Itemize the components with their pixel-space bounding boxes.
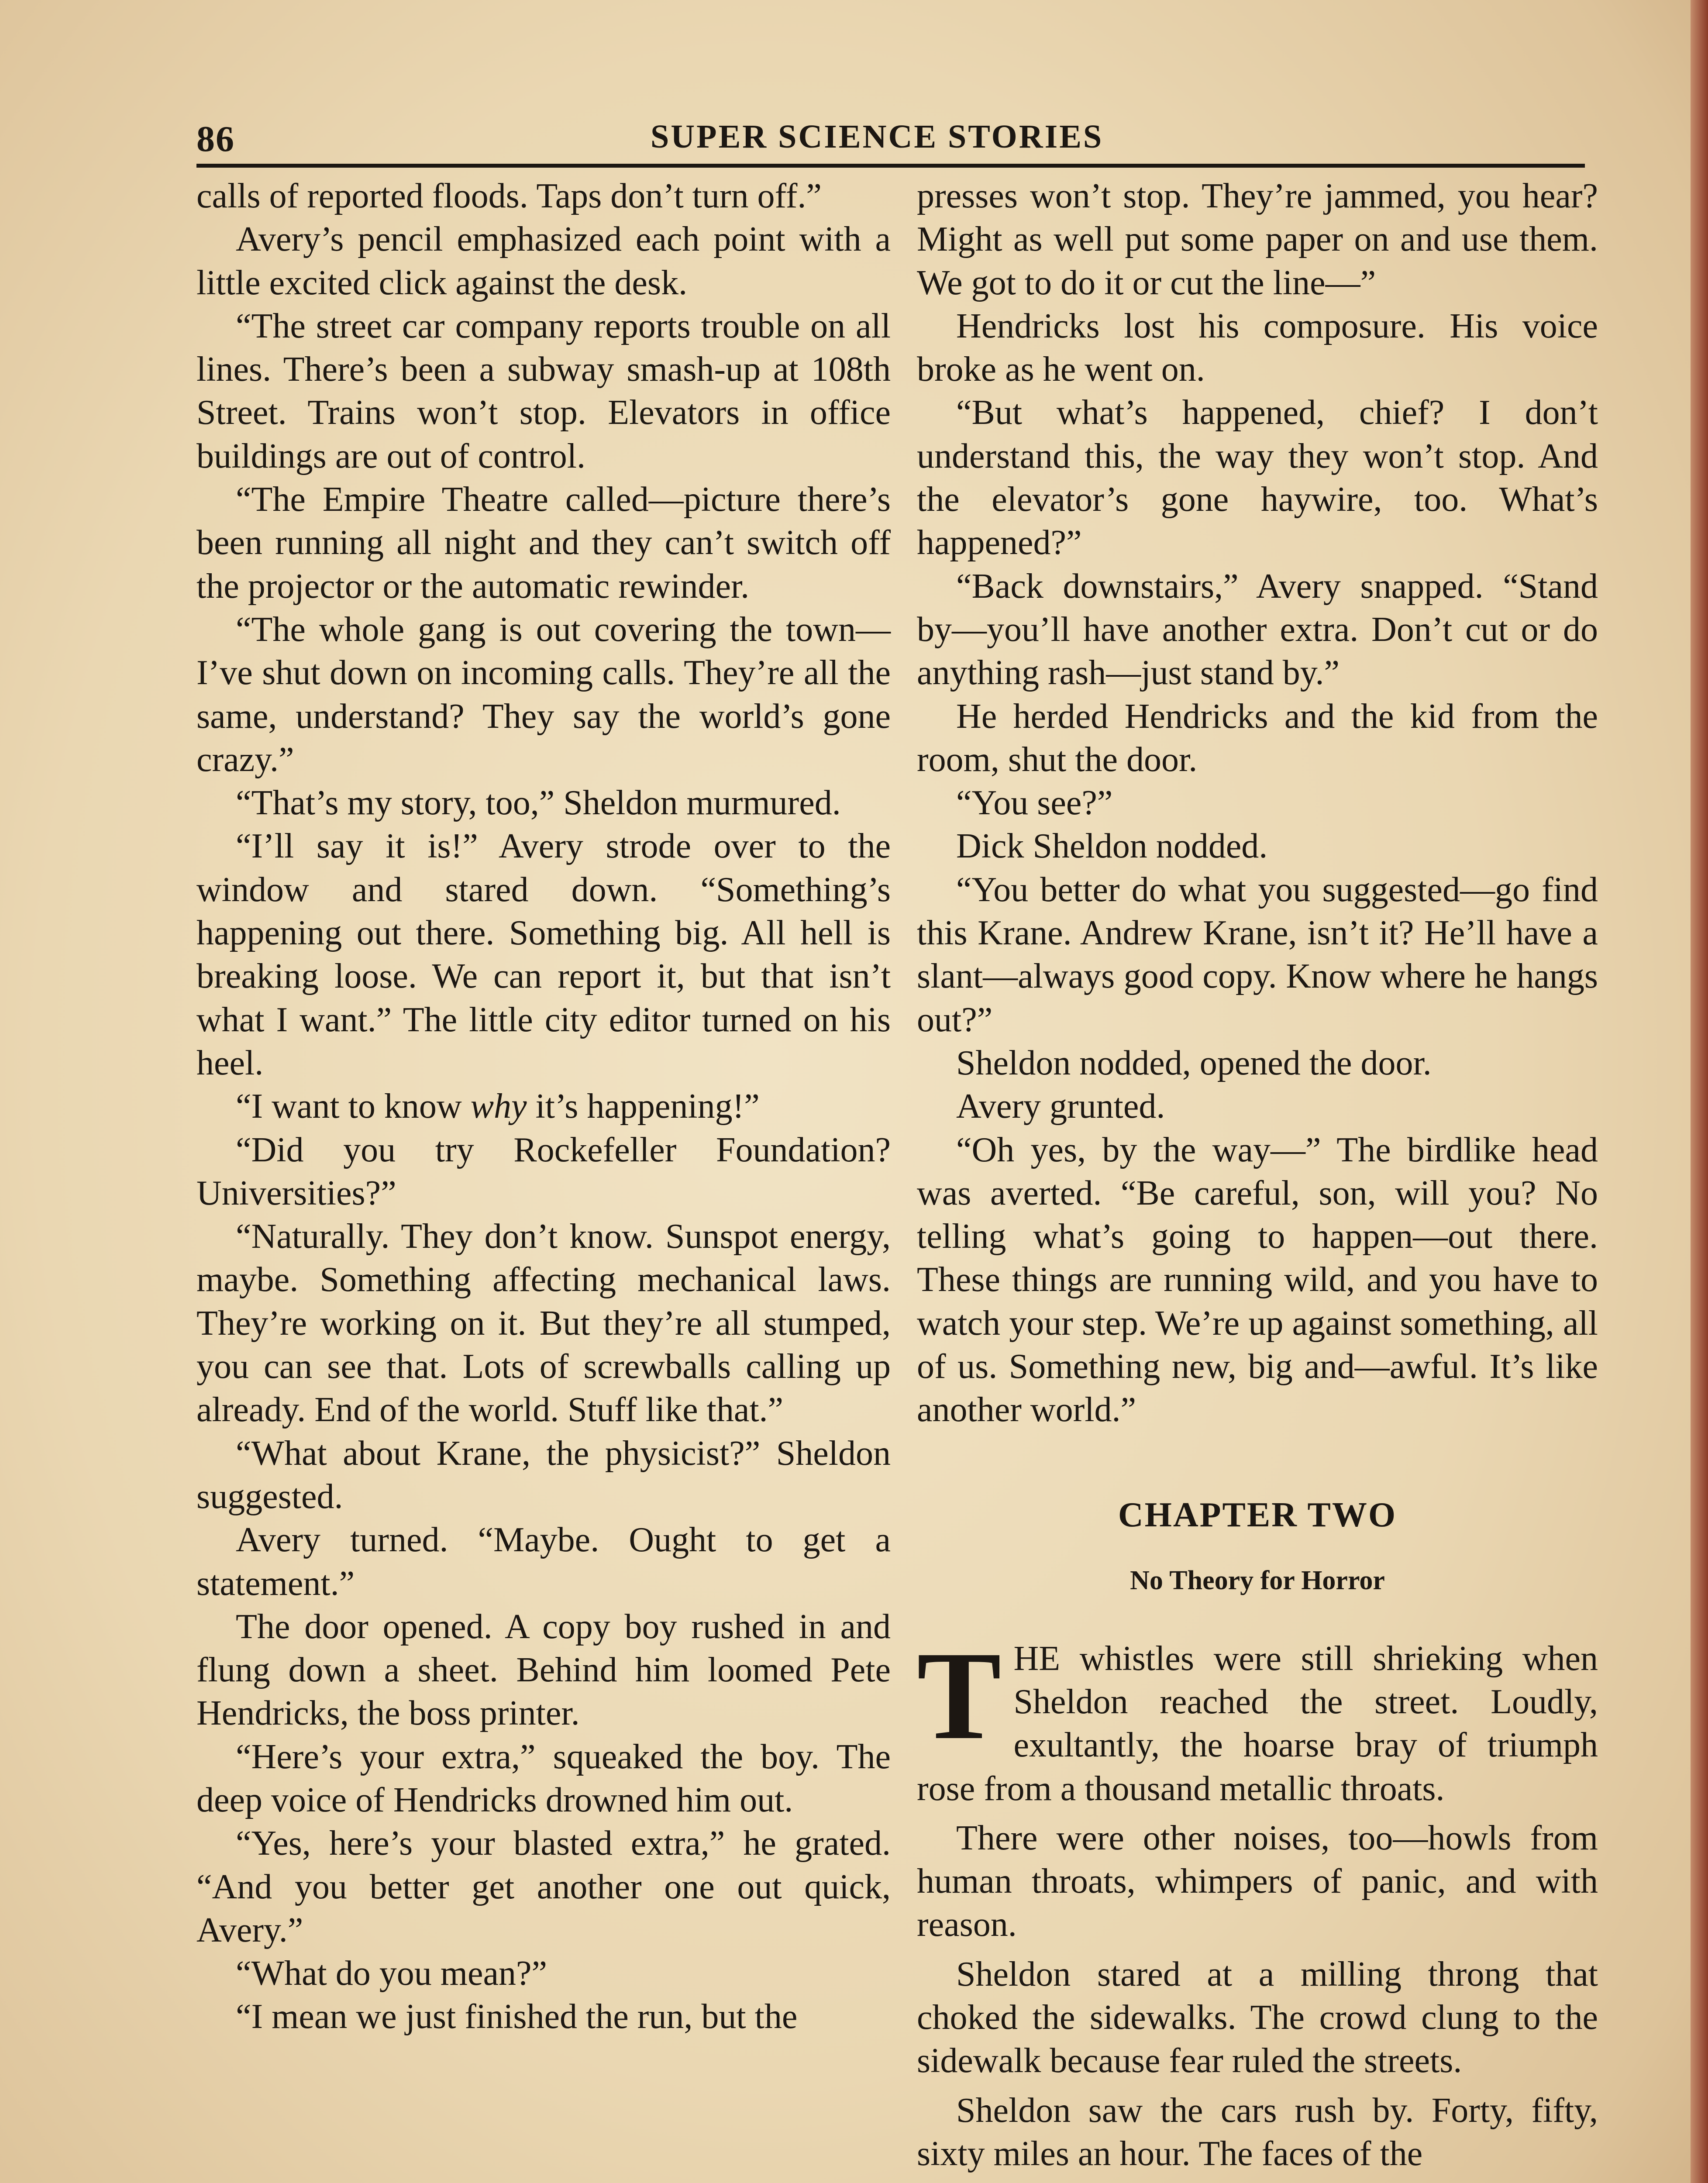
paragraph: “That’s my story, too,” Sheldon murmured. — [236, 784, 841, 823]
paragraph: “Did you try Rockefeller Foundation? Universities?” — [196, 1130, 891, 1212]
text-run: it’s happening!” — [527, 1087, 760, 1126]
paragraph: The door opened. A copy boy rushed in and flung down a sheet. Behind him loomed Pete Hendricks, the boss printer. — [196, 1607, 891, 1733]
paragraph: “Yes, here’s your blasted extra,” he grated. “And you better get another one out quick, Avery.” — [196, 1824, 891, 1949]
paragraph: “What about Krane, the physicist?” Sheldon suggested. — [196, 1434, 891, 1516]
paragraph: “The whole gang is out covering the town—I’ve shut down on incoming calls. They’re all the same, understand? They say the world’s gone crazy.” — [196, 610, 891, 779]
opening-text: HE whistles were still shrieking when Sheldon reached the street. Loudly, exultantly, the hoarse bray of triumph rose from a thousand metallic throats. — [917, 1639, 1598, 1808]
paragraph: Sheldon nodded, opened the door. — [956, 1043, 1432, 1082]
text-run: “I want to know — [236, 1087, 471, 1126]
chapter-opening-paragraph — [917, 1625, 1598, 1811]
paragraph: Sheldon saw the cars rush by. Forty, fifty, sixty miles an hour. The faces of the — [917, 2091, 1598, 2173]
paragraph: Hendricks lost his composure. His voice broke as he went on. — [917, 306, 1598, 389]
paragraph: calls of reported floods. Taps don’t turn off.” — [196, 177, 822, 215]
paragraph: Avery turned. “Maybe. Ought to get a statement.” — [196, 1521, 891, 1603]
paragraph: “The street car company reports trouble on all lines. There’s been a subway smash-up at 108th Street. Trains won’t stop. Elevators in office buildings are out of control. — [196, 306, 891, 475]
paragraph: “What do you mean?” — [236, 1954, 548, 1993]
left-column — [196, 175, 891, 2039]
paragraph: “Back downstairs,” Avery snapped. “Stand by—you’ll have another extra. Don’t cut or do anything rash—just stand by.” — [917, 567, 1598, 692]
paragraph: He herded Hendricks and the kid from the room, shut the door. — [917, 697, 1598, 779]
emphasized-word: why — [470, 1087, 527, 1126]
paragraph: “Naturally. They don’t know. Sunspot energy, maybe. Something affecting mechanical laws. They’re working on it. But they’re all stumped, you can see that. Lots of screwballs calling up already. End of the world. Stuff like that.” — [196, 1217, 891, 1429]
paragraph: “But what’s happened, chief? I don’t understand this, the way they won’t stop. And the elevator’s gone haywire, too. What’s happened?” — [917, 393, 1598, 562]
paragraph: “You see?” — [956, 784, 1113, 823]
paragraph: Dick Sheldon nodded. — [956, 827, 1268, 866]
page-number: 86 — [196, 119, 235, 159]
paragraph: Avery’s pencil emphasized each point with a little excited click against the desk. — [196, 220, 891, 302]
running-head — [196, 103, 1585, 168]
paragraph: “I’ll say it is!” Avery strode over to the window and stared down. “Something’s happening out there. Something big. All hell is breaking loose. We can report it, but that isn’t what I want.” The little city editor turned on his heel. — [196, 827, 891, 1082]
paragraph: “You better do what you suggested—go find this Krane. Andrew Krane, isn’t it? He’ll have a slant—always good copy. Know where he hangs out?” — [917, 870, 1598, 1039]
paragraph: “I mean we just finished the run, but the — [236, 1997, 798, 2036]
page-edge — [1691, 0, 1708, 2183]
paragraph: presses won’t stop. They’re jammed, you hear? Might as well put some paper on and use them. We got to do it or cut the line—” — [917, 177, 1598, 302]
chapter-heading: CHAPTER TWO — [1118, 1495, 1397, 1534]
paragraph: There were other noises, too—howls from human throats, whimpers of panic, and with reason. — [917, 1818, 1598, 1944]
paragraph: “Here’s your extra,” squeaked the boy. The deep voice of Hendricks drowned him out. — [196, 1737, 891, 1819]
paragraph: “The Empire Theatre called—picture there’s been running all night and they can’t switch off the projector or the automatic rewinder. — [196, 480, 891, 606]
paragraph: Sheldon stared at a milling throng that choked the sidewalks. The crowd clung to the sidewalk because fear ruled the streets. — [917, 1955, 1598, 2080]
right-column — [917, 175, 1598, 2176]
drop-cap: T — [917, 1625, 1002, 1766]
chapter-subtitle: No Theory for Horror — [1130, 1565, 1385, 1595]
paragraph: “Oh yes, by the way—” The birdlike head was averted. “Be careful, son, will you? No telling what’s going to happen—out there. These things are running wild, and you have to watch your step. We’re up against something, all of us. Something new, big and—awful. It’s like another world.” — [917, 1130, 1598, 1429]
paragraph: Avery grunted. — [956, 1087, 1165, 1126]
paragraph — [196, 1085, 891, 1128]
magazine-title: SUPER SCIENCE STORIES — [651, 118, 1104, 155]
